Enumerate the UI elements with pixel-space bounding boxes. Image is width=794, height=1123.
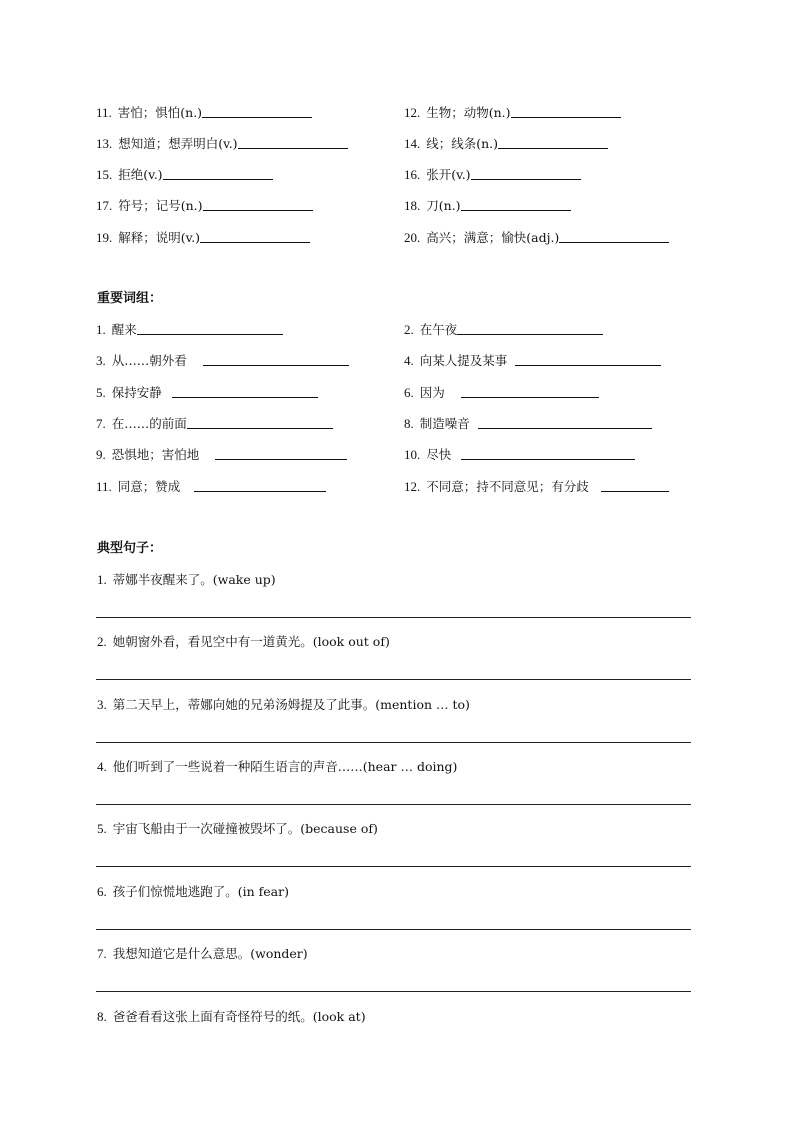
- answer-blank[interactable]: [478, 427, 652, 429]
- item-prompt: 拒绝(v.): [118, 167, 163, 182]
- item-prompt: 从……朝外看: [111, 353, 187, 368]
- answer-line[interactable]: [96, 679, 691, 680]
- item-number: 15.: [96, 167, 113, 182]
- item-number: 18.: [404, 198, 421, 213]
- answer-blank[interactable]: [215, 458, 347, 460]
- sentence-prompt: [97, 884, 289, 900]
- item-number: 6.: [404, 385, 414, 400]
- answer-line[interactable]: [96, 929, 691, 930]
- answer-line[interactable]: [96, 617, 691, 618]
- item-number: 12.: [404, 479, 421, 494]
- phrase-item: [96, 416, 333, 432]
- phrase-item: [404, 447, 635, 463]
- item-prompt: 因为: [419, 385, 445, 400]
- item-number: 4.: [97, 759, 107, 774]
- item-number: 11.: [96, 105, 112, 120]
- sentence-prompt: [97, 759, 457, 775]
- sentence-prompt: [97, 572, 276, 588]
- sentence-prompt: [97, 634, 390, 650]
- item-number: 7.: [96, 416, 106, 431]
- item-prompt: 在……的前面: [111, 416, 187, 431]
- item-number: 14.: [404, 136, 421, 151]
- vocab-item: [404, 105, 621, 121]
- item-prompt: 第二天早上，蒂娜向她的兄弟汤姆提及了此事。(mention … to): [112, 697, 470, 712]
- answer-blank[interactable]: [461, 396, 599, 398]
- answer-blank[interactable]: [515, 364, 661, 366]
- answer-blank[interactable]: [194, 490, 326, 492]
- phrase-item: [96, 479, 326, 495]
- item-prompt: 同意；赞成: [117, 479, 181, 494]
- phrase-item: [96, 353, 349, 369]
- phrase-item: [96, 385, 318, 401]
- item-prompt: 生物；动物(n.): [426, 105, 511, 120]
- item-prompt: 我想知道它是什么意思。(wonder): [112, 946, 308, 961]
- item-number: 1.: [97, 572, 107, 587]
- answer-blank[interactable]: [137, 333, 283, 335]
- answer-blank[interactable]: [187, 427, 333, 429]
- item-number: 1.: [96, 322, 106, 337]
- answer-blank[interactable]: [202, 116, 312, 118]
- item-number: 19.: [96, 230, 113, 245]
- answer-blank[interactable]: [471, 178, 581, 180]
- answer-blank[interactable]: [172, 396, 318, 398]
- sentence-prompt: [97, 1009, 366, 1025]
- item-number: 8.: [404, 416, 414, 431]
- answer-blank[interactable]: [203, 209, 313, 211]
- item-prompt: 她朝窗外看，看见空中有一道黄光。(look out of): [112, 634, 390, 649]
- phrase-item: [404, 385, 599, 401]
- item-number: 2.: [404, 322, 414, 337]
- item-number: 17.: [96, 198, 113, 213]
- item-number: 9.: [96, 447, 106, 462]
- answer-blank[interactable]: [203, 364, 349, 366]
- answer-line[interactable]: [96, 866, 691, 867]
- item-number: 13.: [96, 136, 113, 151]
- answer-blank[interactable]: [559, 241, 669, 243]
- answer-blank[interactable]: [200, 241, 310, 243]
- sentence-prompt: [97, 821, 378, 837]
- answer-line[interactable]: [96, 804, 691, 805]
- vocab-item: [96, 105, 312, 121]
- item-number: 5.: [96, 385, 106, 400]
- item-number: 3.: [96, 353, 106, 368]
- item-prompt: 尽快: [426, 447, 452, 462]
- item-prompt: 刀(n.): [426, 198, 461, 213]
- vocab-item: [404, 136, 608, 152]
- item-number: 11.: [96, 479, 112, 494]
- answer-line[interactable]: [96, 991, 691, 992]
- vocab-item: [96, 198, 313, 214]
- answer-blank[interactable]: [457, 333, 603, 335]
- phrases-heading: 重要词组：: [97, 291, 163, 306]
- item-prompt: 符号；记号(n.): [118, 198, 203, 213]
- answer-blank[interactable]: [511, 116, 621, 118]
- answer-line[interactable]: [96, 742, 691, 743]
- item-prompt: 线；线条(n.): [426, 136, 499, 151]
- answer-blank[interactable]: [601, 490, 669, 492]
- item-prompt: 不同意；持不同意见；有分歧: [426, 479, 589, 494]
- sentences-heading: 典型句子：: [97, 541, 163, 556]
- item-prompt: 向某人提及某事: [419, 353, 508, 368]
- sentence-prompt: [97, 697, 470, 713]
- item-number: 8.: [97, 1009, 107, 1024]
- answer-blank[interactable]: [461, 458, 635, 460]
- item-prompt: 害怕；惧怕(n.): [117, 105, 203, 120]
- item-number: 10.: [404, 447, 421, 462]
- phrase-item: [404, 416, 652, 432]
- vocab-item: [404, 230, 669, 246]
- item-number: 20.: [404, 230, 421, 245]
- phrase-item: [404, 479, 669, 495]
- answer-blank[interactable]: [163, 178, 273, 180]
- item-number: 7.: [97, 946, 107, 961]
- vocab-item: [404, 167, 581, 183]
- phrase-item: [404, 322, 603, 338]
- item-number: 3.: [97, 697, 107, 712]
- item-number: 16.: [404, 167, 421, 182]
- answer-blank[interactable]: [238, 147, 348, 149]
- vocab-item: [96, 230, 310, 246]
- vocab-item: [96, 136, 348, 152]
- item-number: 6.: [97, 884, 107, 899]
- item-prompt: 蒂娜半夜醒来了。(wake up): [112, 572, 276, 587]
- item-prompt: 孩子们惊慌地逃跑了。(in fear): [112, 884, 289, 899]
- item-prompt: 想知道；想弄明白(v.): [118, 136, 238, 151]
- item-number: 5.: [97, 821, 107, 836]
- item-prompt: 醒来: [111, 322, 137, 337]
- item-prompt: 在午夜: [419, 322, 458, 337]
- item-prompt: 爸爸看看这张上面有奇怪符号的纸。(look at): [112, 1009, 366, 1024]
- phrase-item: [96, 447, 347, 463]
- item-prompt: 保持安静: [111, 385, 162, 400]
- answer-blank[interactable]: [498, 147, 608, 149]
- phrase-item: [404, 353, 661, 369]
- item-prompt: 解释；说明(v.): [118, 230, 201, 245]
- item-prompt: 恐惧地；害怕地: [111, 447, 200, 462]
- item-prompt: 制造噪音: [419, 416, 470, 431]
- item-number: 12.: [404, 105, 421, 120]
- answer-blank[interactable]: [461, 209, 571, 211]
- item-number: 4.: [404, 353, 414, 368]
- item-prompt: 高兴；满意；愉快(adj.): [426, 230, 560, 245]
- vocab-item: [96, 167, 273, 183]
- item-number: 2.: [97, 634, 107, 649]
- vocab-item: [404, 198, 571, 214]
- item-prompt: 他们听到了一些说着一种陌生语言的声音……(hear … doing): [112, 759, 458, 774]
- phrase-item: [96, 322, 283, 338]
- sentence-prompt: [97, 946, 308, 962]
- item-prompt: 宇宙飞船由于一次碰撞被毁坏了。(because of): [112, 821, 378, 836]
- item-prompt: 张开(v.): [426, 167, 471, 182]
